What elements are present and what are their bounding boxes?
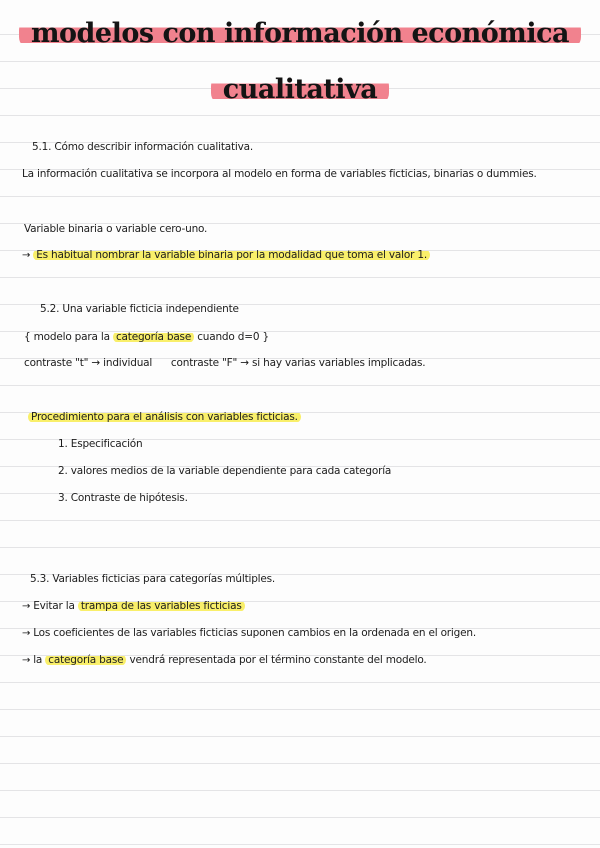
habitual-naming-note bbox=[22, 248, 430, 263]
page-title-line-1 bbox=[0, 18, 600, 50]
arrow-icon: → bbox=[22, 655, 31, 666]
highlight-yellow: Es habitual nombrar la variable binaria por la modalidad que toma el valor 1. bbox=[33, 249, 430, 261]
base-category-model bbox=[24, 330, 269, 344]
arrow-icon: → bbox=[22, 601, 31, 612]
binary-variable-note: Variable binaria o variable cero-uno. bbox=[24, 223, 208, 235]
procedure-heading bbox=[28, 410, 301, 424]
page-title-line-2 bbox=[0, 74, 600, 106]
section-5-1-paragraph: La información cualitativa se incorpora al modelo en forma de variables ficticias, binarias o dummies. bbox=[22, 168, 537, 180]
procedure-item-3: 3. Contraste de hipótesis. bbox=[58, 492, 188, 504]
base-category-post: vendrá representada por el término constante del modelo. bbox=[129, 654, 427, 666]
highlight-base-category-2: categoría base bbox=[45, 654, 126, 666]
coefficients-text: Los coeficientes de las variables ficticias suponen cambios en la ordenada en el origen. bbox=[33, 627, 476, 639]
dummy-trap-note bbox=[22, 599, 245, 614]
model-text-post: cuando d=0 } bbox=[197, 331, 269, 343]
highlight-procedure: Procedimiento para el análisis con variables ficticias. bbox=[28, 411, 301, 423]
title-highlight-2: cualitativa bbox=[211, 74, 389, 105]
section-5-3-heading: 5.3. Variables ficticias para categorías múltiples. bbox=[30, 573, 276, 585]
section-5-1-heading: 5.1. Cómo describir información cualitativa. bbox=[32, 141, 254, 153]
arrow-icon: → bbox=[22, 250, 31, 261]
contrast-note: contraste "t" → individual contraste "F" → si hay varias variables implicadas. bbox=[24, 357, 426, 369]
arrow-icon: → bbox=[22, 628, 31, 639]
section-5-2-heading: 5.2. Una variable ficticia independiente bbox=[40, 303, 239, 315]
model-text-pre: { modelo para la bbox=[24, 331, 110, 343]
procedure-item-2: 2. valores medios de la variable dependiente para cada categoría bbox=[58, 465, 392, 477]
dummy-trap-pre: Evitar la bbox=[33, 600, 75, 612]
base-category-note bbox=[22, 653, 427, 668]
title-highlight-1: modelos con información económica bbox=[19, 18, 581, 49]
base-category-pre: la bbox=[33, 654, 43, 666]
procedure-item-1: 1. Especificación bbox=[58, 438, 143, 450]
coefficients-note bbox=[22, 626, 476, 641]
highlight-base-category: categoría base bbox=[113, 331, 194, 343]
highlight-dummy-trap: trampa de las variables ficticias bbox=[78, 600, 245, 612]
